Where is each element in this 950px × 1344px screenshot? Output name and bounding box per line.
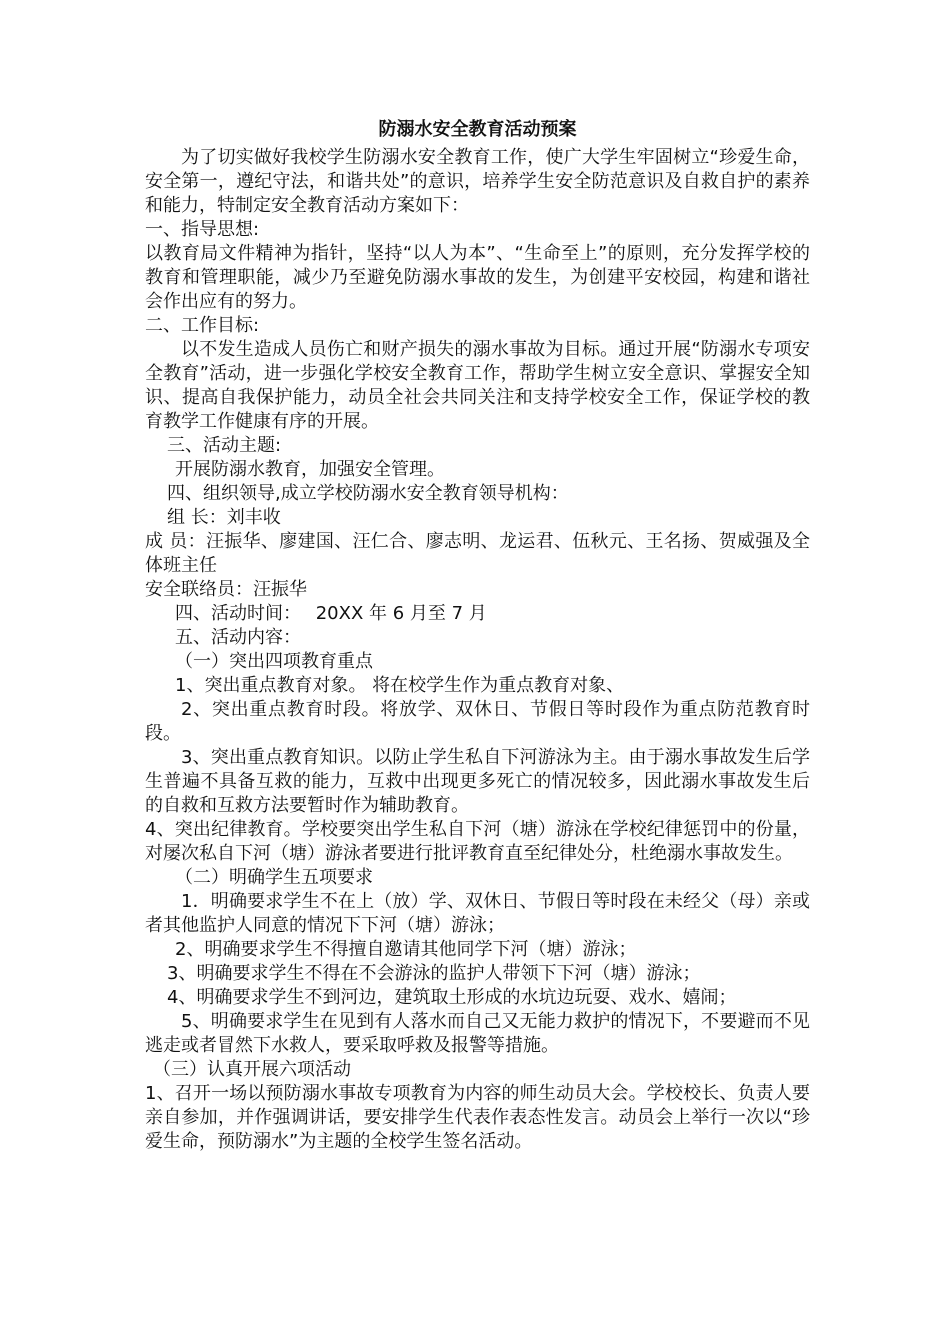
paragraph: 以教育局文件精神为指针，坚持“以人为本”、“生命至上”的原则，充分发挥学校的教育和管理职能，减少乃至避免防溺水事故的发生，为创建平安校园，构建和谐社会作出应有的努力。 — [145, 243, 810, 312]
paragraph: 以不发生造成人员伤亡和财产损失的溺水事故为目标。通过开展“防溺水专项安全教育”活动，进一步强化学校安全教育工作，帮助学生树立安全意识、掌握安全知识、提高自我保护能力，动员全社会共同关注和支持学校安全工作，保证学校的教育教学工作健康有序的开展。 — [145, 339, 810, 432]
paragraph: 组 长：刘丰收 — [167, 507, 281, 528]
paragraph: （三）认真开展六项活动 — [153, 1059, 351, 1080]
paragraph: 二、工作目标: — [145, 315, 260, 336]
document-body — [145, 146, 810, 1154]
paragraph: 五、活动内容： — [175, 627, 301, 648]
document-title: 防溺水安全教育活动预案 — [378, 119, 577, 140]
paragraph: 2、突出重点教育时段。将放学、双休日、节假日等时段作为重点防范教育时段。 — [145, 699, 810, 744]
paragraph: 3、明确要求学生不得在不会游泳的监护人带领下下河（塘）游泳； — [167, 963, 701, 984]
paragraph: 四、活动时间： 20XX 年 6 月至 7 月 — [175, 603, 487, 624]
paragraph: 成 员：汪振华、廖建国、汪仁合、廖志明、龙运君、伍秋元、王名扬、贺威强及全体班主任 — [145, 531, 810, 576]
paragraph: （二）明确学生五项要求 — [175, 867, 373, 888]
document-page — [145, 118, 810, 1154]
paragraph: （一）突出四项教育重点 — [175, 651, 373, 672]
paragraph: 2、明确要求学生不得擅自邀请其他同学下河（塘）游泳； — [175, 939, 637, 960]
paragraph: 4、明确要求学生不到河边，建筑取土形成的水坑边玩耍、戏水、嬉闹； — [167, 987, 737, 1008]
paragraph: 一、指导思想: — [145, 219, 260, 240]
paragraph: 1、召开一场以预防溺水事故专项教育为内容的师生动员大会。学校校长、负责人要亲自参加，并作强调讲话，要安排学生代表作表态性发言。动员会上举行一次以“珍爱生命，预防溺水”为主题的全校学生签名活动。 — [145, 1083, 810, 1152]
paragraph: 三、活动主题: — [167, 435, 282, 456]
paragraph: 四、组织领导,成立学校防溺水安全教育领导机构： — [167, 483, 569, 504]
paragraph: 1、突出重点教育对象。 将在校学生作为重点教育对象、 — [175, 675, 625, 696]
paragraph: 安全联络员：汪振华 — [145, 579, 307, 600]
paragraph: 开展防溺水教育，加强安全管理。 — [175, 459, 445, 480]
paragraph: 5、明确要求学生在见到有人落水而自己又无能力救护的情况下，不要避而不见逃走或者冒然下水救人，要采取呼救及报警等措施。 — [145, 1011, 810, 1056]
paragraph: 1．明确要求学生不在上（放）学、双休日、节假日等时段在未经父（母）亲或者其他监护人同意的情况下下河（塘）游泳； — [145, 891, 810, 936]
paragraph: 4、突出纪律教育。学校要突出学生私自下河（塘）游泳在学校纪律惩罚中的份量，对屡次私自下河（塘）游泳者要进行批评教育直至纪律处分，杜绝溺水事故发生。 — [145, 819, 810, 864]
paragraph: 3、突出重点教育知识。以防止学生私自下河游泳为主。由于溺水事故发生后学生普遍不具备互救的能力，互救中出现更多死亡的情况较多，因此溺水事故发生后的自救和互救方法要暂时作为辅助教育。 — [145, 747, 810, 816]
paragraph: 为了切实做好我校学生防溺水安全教育工作，使广大学生牢固树立“珍爱生命，安全第一，遵纪守法，和谐共处”的意识，培养学生安全防范意识及自救自护的素养和能力，特制定安全教育活动方案如下： — [145, 147, 810, 216]
